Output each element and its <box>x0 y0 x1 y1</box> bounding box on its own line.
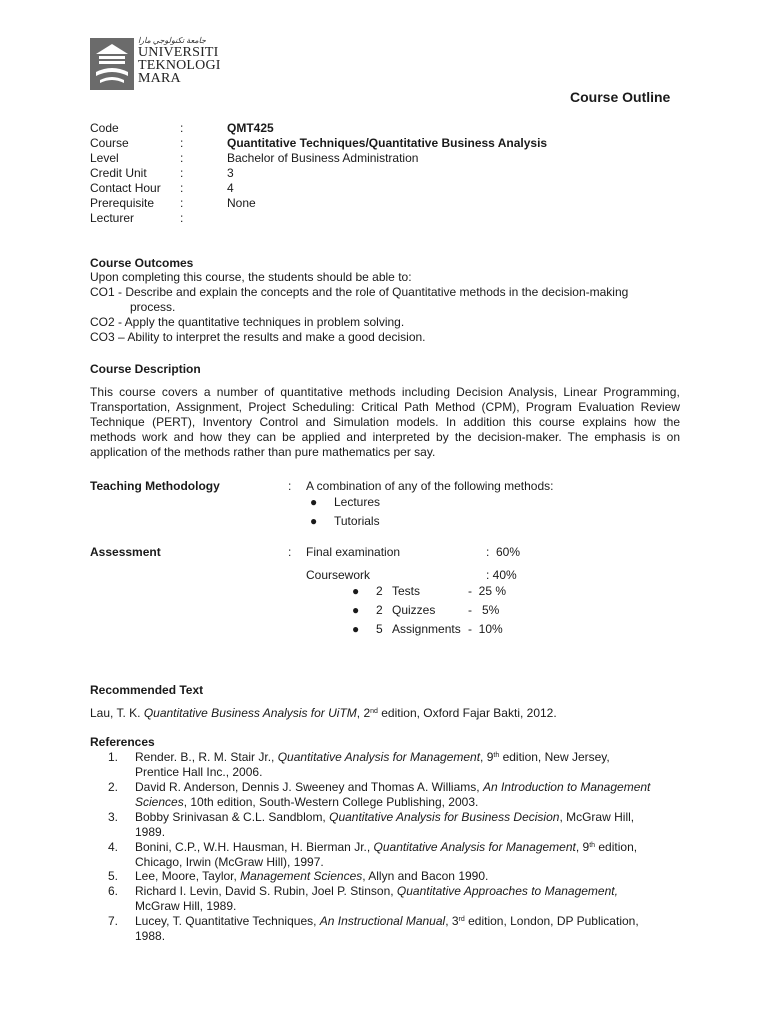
outcome-co3: CO3 – Ability to interpret the results and make a good decision. <box>90 330 426 344</box>
assessment-title: Assessment <box>90 545 161 559</box>
info-label: Credit Unit <box>90 166 147 180</box>
info-colon: : <box>180 211 184 225</box>
info-colon: : <box>180 151 184 165</box>
info-value: 4 <box>227 181 234 195</box>
coursework-value: : 40% <box>486 568 517 582</box>
outcome-co1-continued: process. <box>130 300 176 314</box>
info-label: Contact Hour <box>90 181 161 195</box>
info-label: Lecturer <box>90 211 135 225</box>
info-value: None <box>227 196 256 210</box>
info-colon: : <box>180 181 184 195</box>
bullet-icon: ● <box>310 495 318 509</box>
logo-wordmark <box>138 36 221 85</box>
logo-line-1: UNIVERSITI <box>138 45 219 60</box>
assessment-colon: : <box>288 545 292 559</box>
course-description-body <box>90 385 680 460</box>
info-label: Code <box>90 121 119 135</box>
final-exam-value: : 60% <box>486 545 521 559</box>
course-description-title: Course Description <box>90 362 201 376</box>
university-logo <box>90 36 230 92</box>
description-line: Transportation, Assignment, Project Scheduling: Critical Path Method (CPM), Program Evaluation Review <box>90 400 680 414</box>
logo-line-3: MARA <box>138 71 181 86</box>
bullet-icon: ● <box>310 514 318 528</box>
info-colon: : <box>180 196 184 210</box>
info-colon: : <box>180 136 184 150</box>
info-value: Bachelor of Business Administration <box>227 151 419 165</box>
logo-jawi: ﺟﺎﻣﻌﺔ ﺗﻜﻨﻮﻟﻮﺟﻲ ﻣﺎرا <box>138 36 206 45</box>
info-label: Course <box>90 136 129 150</box>
logo-line-2: TEKNOLOGI <box>138 58 221 73</box>
bullet-icon: ● <box>352 603 360 617</box>
course-outcomes-title: Course Outcomes <box>90 256 194 270</box>
description-line: methods work and how they can be applied and interpreted by the decision-maker. The emphasis is on <box>90 430 680 444</box>
info-label: Level <box>90 151 119 165</box>
bullet-icon: ● <box>352 584 360 598</box>
teaching-methodology-title: Teaching Methodology <box>90 479 220 493</box>
description-line: application of the methods rather than pure mathematics per say. <box>90 445 436 459</box>
crest-icon <box>90 38 134 90</box>
teaching-colon: : <box>288 479 292 493</box>
recommended-book-title: Quantitative Business Analysis for UiTM <box>143 706 357 720</box>
description-line: This course covers a number of quantitative methods including Decision Analysis, Linear Programming, <box>90 385 680 399</box>
info-value: 3 <box>227 166 234 180</box>
document-title: Course Outline <box>570 89 671 105</box>
bullet-icon: ● <box>352 622 360 636</box>
recommended-text-entry: Lau, T. K. Quantitative Business Analysis for UiTM, 2nd edition, Oxford Fajar Bakti, 2012. <box>90 706 557 720</box>
recommended-text-title: Recommended Text <box>90 683 204 697</box>
teaching-intro: A combination of any of the following methods: <box>306 479 554 493</box>
info-colon: : <box>180 166 184 180</box>
info-value: QMT425 <box>227 121 274 135</box>
outcome-co1: CO1 - Describe and explain the concepts and the role of Quantitative methods in the decision-making <box>90 285 629 299</box>
info-value: Quantitative Techniques/Quantitative Business Analysis <box>227 136 548 150</box>
references-title: References <box>90 735 155 749</box>
info-label: Prerequisite <box>90 196 155 210</box>
final-exam-label: Final examination <box>306 545 401 559</box>
outcomes-intro: Upon completing this course, the students should be able to: <box>90 270 412 284</box>
outcome-co2: CO2 - Apply the quantitative techniques in problem solving. <box>90 315 405 329</box>
coursework-label: Coursework <box>306 568 371 582</box>
info-colon: : <box>180 121 184 135</box>
description-line: Technique (PERT), Inventory Control and Simulation models. In addition this course explains how the <box>90 415 680 429</box>
